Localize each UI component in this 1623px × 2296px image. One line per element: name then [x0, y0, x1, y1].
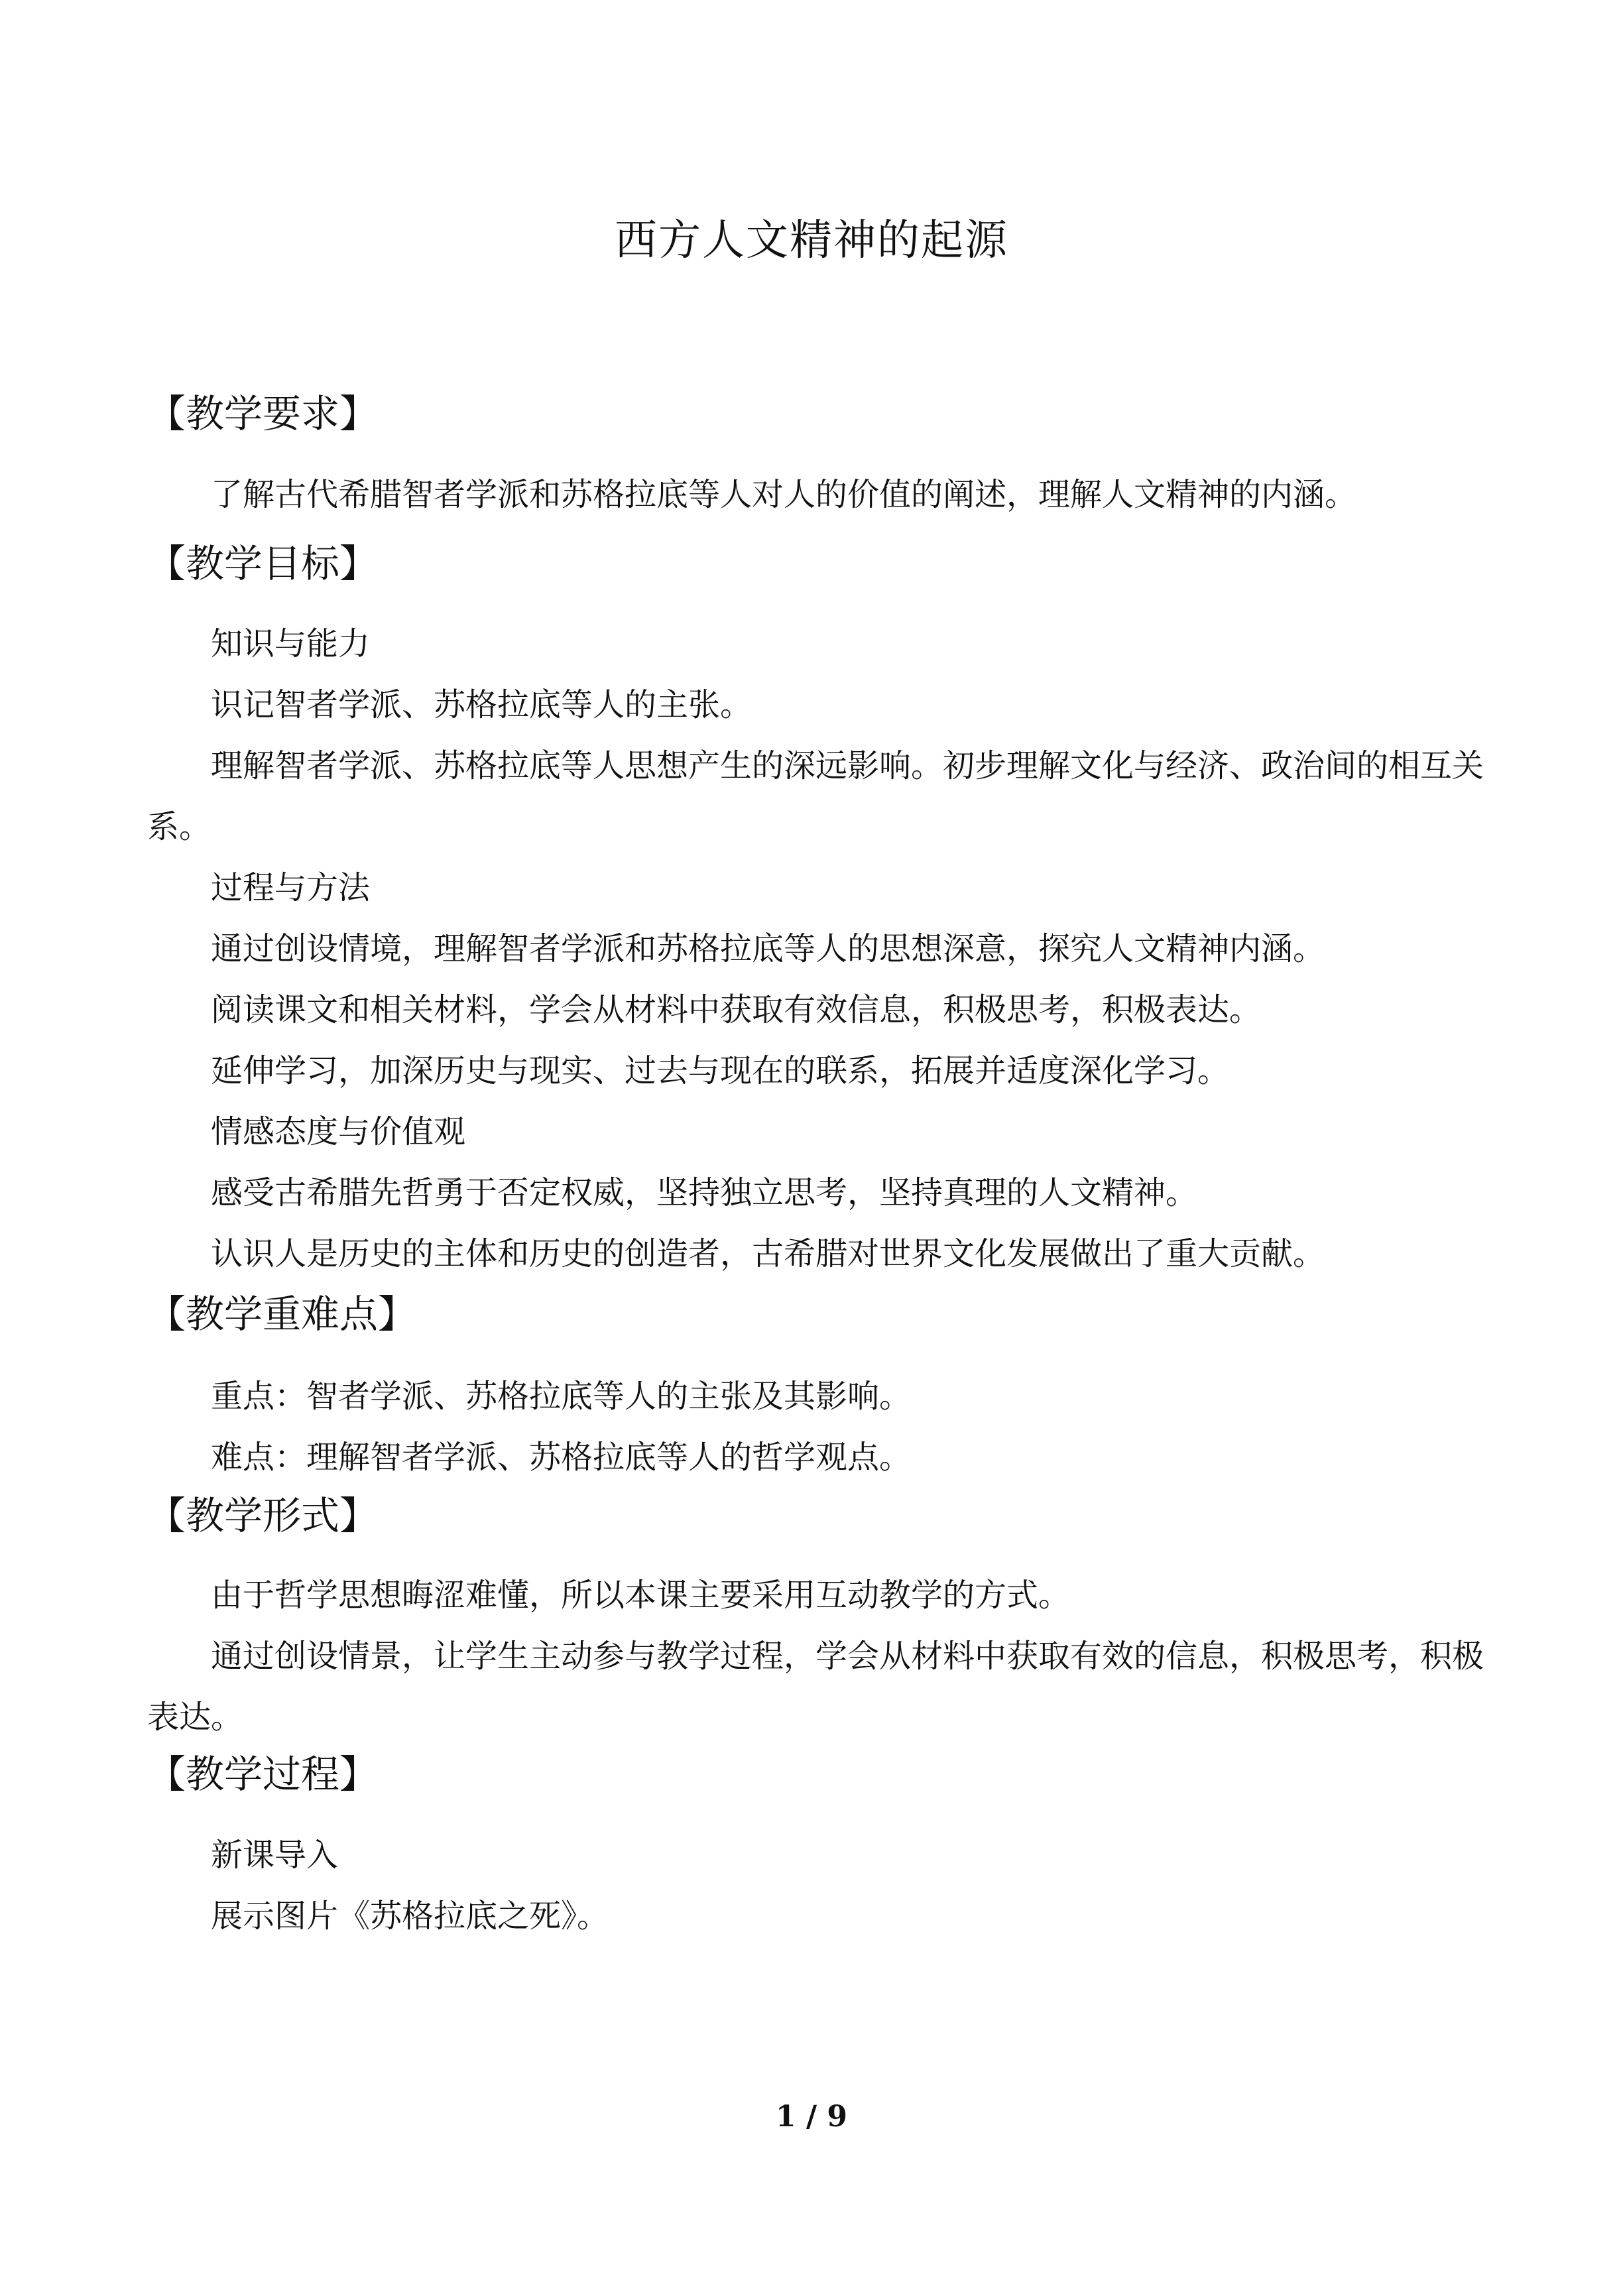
subheading-knowledge-ability: 知识与能力	[211, 625, 371, 662]
paragraph: 了解古代希腊智者学派和苏格拉底等人对人的价值的阐述，理解人文精神的内涵。	[211, 476, 1357, 513]
page-number: 1 / 9	[776, 2100, 847, 2134]
paragraph: 感受古希腊先哲勇于否定权威，坚持独立思考，坚持真理的人文精神。	[211, 1174, 1198, 1211]
subheading-new-lesson-intro: 新课导入	[211, 1837, 339, 1874]
section-heading-key-points: 【教学重难点】	[147, 1292, 417, 1337]
paragraph: 理解智者学派、苏格拉底等人思想产生的深远影响。初步理解文化与经济、政治间的相互关系。	[147, 747, 1484, 845]
section-heading-form: 【教学形式】	[147, 1493, 379, 1538]
section-heading-process: 【教学过程】	[147, 1752, 379, 1797]
paragraph: 阅读课文和相关材料，学会从材料中获取有效信息，积极思考，积极表达。	[211, 991, 1262, 1028]
paragraph: 通过创设情境，理解智者学派和苏格拉底等人的思想深意，探究人文精神内涵。	[211, 930, 1325, 967]
document-title: 西方人文精神的起源	[615, 216, 1008, 265]
paragraph: 通过创设情景，让学生主动参与教学过程，学会从材料中获取有效的信息，积极思考，积极表达。	[147, 1638, 1484, 1736]
section-heading-requirements: 【教学要求】	[147, 391, 379, 436]
paragraph: 延伸学习，加深历史与现实、过去与现在的联系，拓展并适度深化学习。	[211, 1052, 1230, 1089]
paragraph: 认识人是历史的主体和历史的创造者，古希腊对世界文化发展做出了重大贡献。	[211, 1235, 1325, 1272]
subheading-emotion-values: 情感态度与价值观	[211, 1113, 466, 1150]
paragraph: 重点：智者学派、苏格拉底等人的主张及其影响。	[211, 1378, 912, 1415]
paragraph: 由于哲学思想晦涩难懂，所以本课主要采用互动教学的方式。	[211, 1577, 1071, 1614]
paragraph: 展示图片《苏格拉底之死》。	[211, 1898, 609, 1935]
section-heading-objectives: 【教学目标】	[147, 541, 379, 586]
subheading-process-method: 过程与方法	[211, 869, 371, 906]
paragraph: 识记智者学派、苏格拉底等人的主张。	[211, 686, 752, 723]
paragraph: 难点：理解智者学派、苏格拉底等人的哲学观点。	[211, 1439, 912, 1476]
